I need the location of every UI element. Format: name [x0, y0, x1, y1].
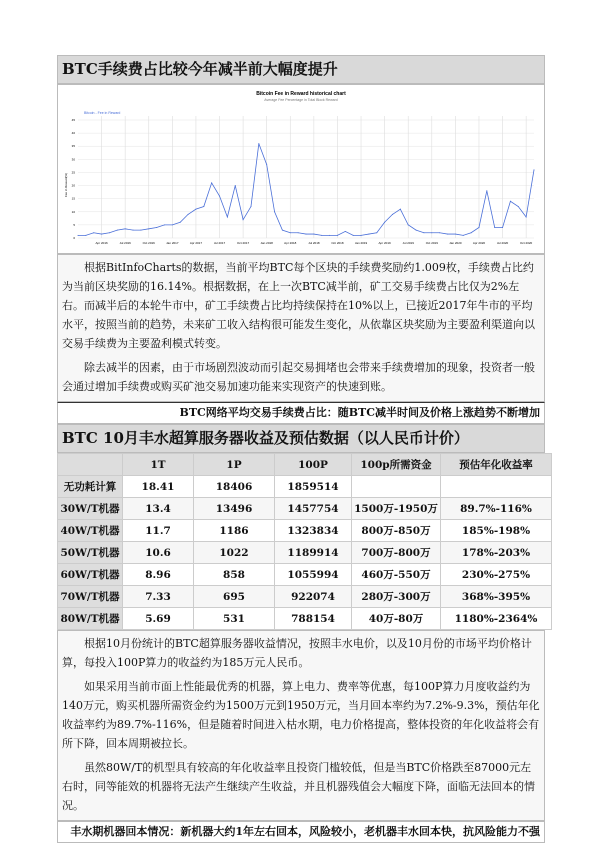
section-title: BTC手续费占比较今年减半前大幅度提升	[57, 55, 545, 84]
table-cell: 858	[194, 564, 275, 586]
y-axis-label: Fee in Reward(%)	[64, 172, 68, 198]
table-cell: 13496	[194, 498, 275, 520]
data-point	[534, 169, 535, 170]
data-point	[282, 230, 283, 231]
table-cell: 10.6	[123, 542, 194, 564]
table-cell: 18406	[194, 476, 275, 498]
data-point	[423, 232, 424, 233]
data-point	[250, 206, 251, 207]
table-row	[58, 586, 552, 608]
row-header: 40W/T机器	[58, 520, 123, 542]
section2-text	[57, 630, 545, 821]
data-point	[463, 235, 464, 236]
data-point	[109, 232, 110, 233]
data-point	[455, 234, 456, 235]
data-point	[384, 222, 385, 223]
column-header: 1T	[123, 454, 194, 476]
table-cell: 13.4	[123, 498, 194, 520]
table-cell: 5.69	[123, 608, 194, 630]
data-point	[345, 231, 346, 232]
x-tick-label: Oct 2016	[142, 241, 155, 245]
data-point	[133, 230, 134, 231]
data-point	[306, 234, 307, 235]
y-tick-label: 45	[71, 118, 75, 122]
data-point	[400, 209, 401, 210]
table-cell: 1859514	[275, 476, 352, 498]
x-tick-label: Jan 2018	[260, 241, 273, 245]
table-row	[58, 498, 552, 520]
data-point	[471, 232, 472, 233]
y-tick-label: 35	[71, 144, 75, 149]
data-point	[368, 234, 369, 235]
data-point	[156, 227, 157, 228]
table-cell: 788154	[275, 608, 352, 630]
table-cell	[441, 476, 552, 498]
data-point	[290, 232, 291, 233]
x-tick-label: Jul 2018	[308, 241, 320, 245]
x-tick-label: Apr 2018	[284, 241, 297, 245]
table-cell	[352, 476, 441, 498]
data-point	[447, 234, 448, 235]
chart-subtitle: Average Fee Percentage in Total Block Reward	[264, 98, 338, 102]
row-header: 80W/T机器	[58, 608, 123, 630]
table-cell: 280万-300万	[352, 586, 441, 608]
table-row	[58, 542, 552, 564]
table-row	[58, 608, 552, 630]
data-point	[494, 227, 495, 228]
x-tick-label: Jul 2019	[402, 241, 414, 245]
data-point	[195, 209, 196, 210]
y-tick-label: 40	[71, 131, 75, 136]
data-point	[439, 232, 440, 233]
section-title: BTC 10月丰水超算服务器收益及预估数据（以人民币计价）	[57, 424, 545, 453]
column-header: 预估年化收益率	[441, 454, 552, 476]
table-cell: 1189914	[275, 542, 352, 564]
table-cell: 1180%-2364%	[441, 608, 552, 630]
data-point	[117, 230, 118, 231]
data-point	[180, 222, 181, 223]
y-tick-label: 0	[73, 236, 75, 240]
x-tick-label: Apr 2019	[378, 241, 391, 245]
y-tick-label: 5	[73, 222, 75, 227]
x-tick-label: Oct 2020	[520, 241, 533, 245]
table-cell: 18.41	[123, 476, 194, 498]
data-point	[313, 234, 314, 235]
data-point	[408, 224, 409, 225]
data-point	[526, 217, 527, 218]
chart-legend: Bitcoin - Fee in Reward	[84, 111, 121, 115]
data-point	[274, 211, 275, 212]
table-cell: 8.96	[123, 564, 194, 586]
column-header: 100p所需资金	[352, 454, 441, 476]
paragraph: 根据BitInfoCharts的数据，当前平均BTC每个区块的手续费奖励约1.009枚，手续费占比约为当前区块奖励的16.14%。根据数据，在上一次BTC减半前，矿工交易手续费占比仅为2%左右。而减半后的本轮牛市中，矿工手续费占比均持续保持在10%以上，已接近2017年牛市的平均水平，按照当前的趋势，未来矿工收入结构很可能发生变化，从依靠区块奖励为主要盈利渠道向以交易手续费为主要盈利模式转变。	[62, 261, 535, 350]
x-tick-label: Jan 2019	[354, 241, 368, 245]
table-cell: 531	[194, 608, 275, 630]
data-point	[376, 232, 377, 233]
table-cell: 1186	[194, 520, 275, 542]
column-header: 100P	[275, 454, 352, 476]
data-point	[510, 201, 511, 202]
table-cell: 7.33	[123, 586, 194, 608]
section1-text	[57, 254, 545, 402]
x-tick-label: Jan 2020	[449, 241, 462, 245]
data-point	[148, 228, 149, 229]
table-cell: 11.7	[123, 520, 194, 542]
table-cell: 922074	[275, 586, 352, 608]
y-tick-label: 30	[71, 157, 75, 162]
table-cell: 700万-800万	[352, 542, 441, 564]
data-point	[227, 217, 228, 218]
table-cell: 1022	[194, 542, 275, 564]
data-point	[337, 235, 338, 236]
data-point	[101, 234, 102, 235]
table-cell: 1457754	[275, 498, 352, 520]
data-point	[486, 190, 487, 191]
x-tick-label: Jul 2016	[119, 241, 131, 245]
x-tick-label: Oct 2017	[237, 241, 250, 245]
paragraph: 虽然80W/T的机型具有较高的年化收益率且投资门槛较低，但是当BTC价格跌至87000元左右时，同等能效的机器将无法产生继续产生收益，并且机器残值会大幅度下降，面临无法回本的情况。	[62, 761, 535, 812]
caption: 丰水期机器回本情况：新机器大约1年左右回本，风险较小，老机器丰水回本快，抗风险能力不强	[57, 821, 545, 843]
data-point	[416, 230, 417, 231]
x-tick-label: Apr 2020	[472, 241, 486, 245]
fee-chart	[57, 84, 545, 254]
x-tick-label: Oct 2019	[425, 241, 438, 245]
data-point	[243, 219, 244, 220]
data-point	[392, 214, 393, 215]
table-cell: 40万-80万	[352, 608, 441, 630]
row-header: 50W/T机器	[58, 542, 123, 564]
row-header: 60W/T机器	[58, 564, 123, 586]
revenue-table	[57, 453, 552, 630]
table-cell: 460万-550万	[352, 564, 441, 586]
row-header: 70W/T机器	[58, 586, 123, 608]
data-point	[235, 185, 236, 186]
x-tick-label: Oct 2018	[331, 241, 344, 245]
data-point	[188, 214, 189, 215]
table-cell: 695	[194, 586, 275, 608]
table-cell: 368%-395%	[441, 586, 552, 608]
column-header	[58, 454, 123, 476]
x-tick-label: Jul 2020	[496, 241, 509, 245]
table-cell: 1500万-1950万	[352, 498, 441, 520]
chart-title: Bitcoin Fee in Reward historical chart	[256, 91, 346, 97]
paragraph: 除去减半的因素，由于市场剧烈波动而引起交易拥堵也会带来手续费增加的现象，投资者一般会通过增加手续费或购买矿池交易加速功能来实现资产的快速到账。	[62, 361, 535, 393]
data-point	[211, 182, 212, 183]
data-point	[431, 232, 432, 233]
x-tick-label: Apr 2017	[189, 241, 203, 245]
data-point	[203, 206, 204, 207]
data-point	[219, 196, 220, 197]
y-tick-label: 20	[71, 183, 75, 188]
data-point	[353, 235, 354, 236]
data-point	[321, 235, 322, 236]
data-point	[172, 224, 173, 225]
table-cell: 1323834	[275, 520, 352, 542]
table-row	[58, 520, 552, 542]
table-row	[58, 476, 552, 498]
paragraph: 根据10月份统计的BTC超算服务器收益情况，按照丰水电价，以及10月份的市场平均价格计算，每投入100P算力的收益约为185万元人民币。	[62, 637, 532, 669]
table-row	[58, 564, 552, 586]
data-point	[329, 235, 330, 236]
caption: BTC网络平均交易手续费占比：随BTC减半时间及价格上涨趋势不断增加	[57, 402, 545, 424]
data-point	[258, 143, 259, 144]
data-point	[140, 230, 141, 231]
table-cell: 230%-275%	[441, 564, 552, 586]
paragraph: 如果采用当前市面上性能最优秀的机器，算上电力、费率等优惠，每100P算力月度收益约为140万元，购买机器所需资金约为1500万元到1950万元，当月回本率约为7.2%-9.3%，预估年化收益率约为89.7%-116%，但是随着时间进入枯水期，电力价格提高，整体投资的年化收益将会有所下降，回本周期被拉长。	[62, 680, 540, 750]
data-point	[85, 235, 86, 236]
data-point	[502, 227, 503, 228]
y-tick-label: 10	[71, 209, 75, 214]
document-page	[57, 0, 545, 843]
table-cell: 1055994	[275, 564, 352, 586]
data-point	[361, 235, 362, 236]
x-tick-label: Jul 2017	[213, 241, 226, 245]
table-cell: 178%-203%	[441, 542, 552, 564]
table-cell: 800万-850万	[352, 520, 441, 542]
column-header: 1P	[194, 454, 275, 476]
table-cell: 89.7%-116%	[441, 498, 552, 520]
row-header: 30W/T机器	[58, 498, 123, 520]
y-tick-label: 25	[71, 170, 75, 175]
x-tick-label: Apr 2016	[95, 241, 108, 245]
table-cell: 185%-198%	[441, 520, 552, 542]
data-point	[164, 224, 165, 225]
data-point	[78, 235, 79, 236]
data-point	[518, 206, 519, 207]
x-tick-label: Jan 2017	[166, 241, 179, 245]
data-point	[298, 232, 299, 233]
data-point	[478, 227, 479, 228]
y-tick-label: 15	[71, 196, 75, 201]
row-header: 无功耗计算	[58, 476, 123, 498]
data-point	[266, 164, 267, 165]
data-point	[125, 228, 126, 229]
series-line	[78, 144, 534, 236]
data-point	[93, 232, 94, 233]
